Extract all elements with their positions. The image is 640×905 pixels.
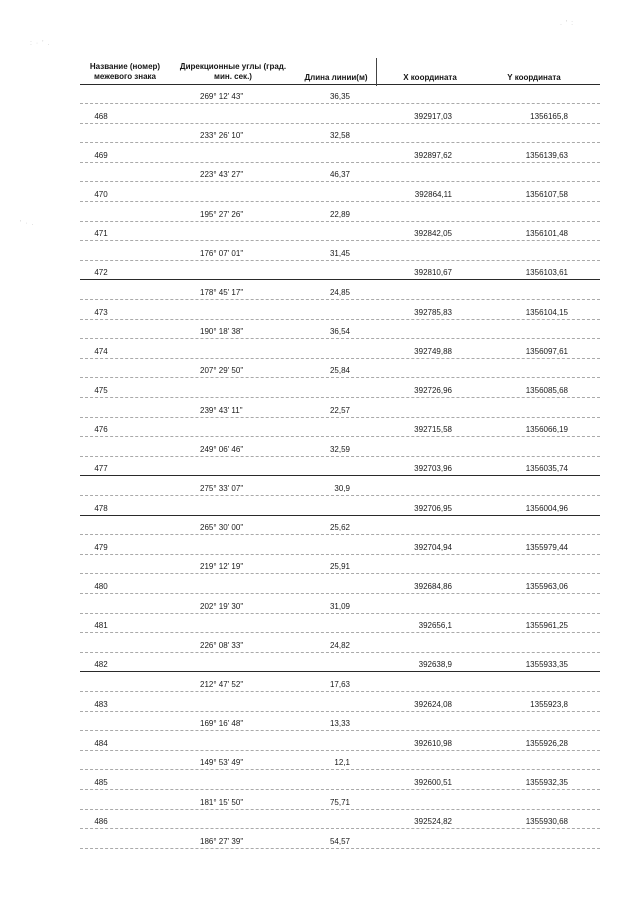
- row-rule: [80, 201, 600, 202]
- y-coordinate: 1355930,68: [525, 817, 568, 827]
- direction-angle: 176° 07' 01": [200, 248, 244, 258]
- point-name: 470: [94, 190, 108, 199]
- row-rule: [80, 456, 600, 457]
- row-rule: [80, 358, 600, 359]
- row-rule: [80, 691, 600, 692]
- line-length: 54,57: [329, 836, 350, 846]
- point-name: 479: [94, 542, 108, 552]
- direction-angle: 181° 15' 50": [200, 797, 244, 807]
- x-coordinate: 392703,96: [414, 464, 452, 474]
- x-coordinate: 392656,1: [418, 621, 452, 631]
- row-rule: [80, 593, 600, 594]
- point-name: 480: [94, 582, 108, 591]
- y-coordinate: 1356004,96: [525, 503, 568, 513]
- y-coordinate: 1355926,28: [525, 738, 568, 748]
- point-name: 483: [94, 699, 108, 709]
- header-y: Y координата: [507, 73, 561, 82]
- x-coordinate: 392749,88: [414, 346, 452, 356]
- y-coordinate: 1355923,8: [530, 699, 568, 709]
- row-rule: [80, 495, 600, 496]
- y-coordinate: 1355932,35: [525, 778, 568, 787]
- line-length: 24,82: [329, 640, 350, 650]
- line-length: 17,63: [329, 680, 350, 689]
- x-coordinate: 392715,58: [414, 425, 452, 435]
- point-name: 485: [94, 778, 108, 787]
- x-coordinate: 392726,96: [414, 386, 452, 395]
- direction-angle: 195° 27' 26": [200, 209, 244, 219]
- y-coordinate: 1356035,74: [525, 464, 568, 474]
- direction-angle: 190° 18' 38": [200, 327, 244, 337]
- y-coordinate: 1355963,06: [525, 582, 568, 591]
- direction-angle: 269° 12' 43": [200, 92, 244, 101]
- header-x: X координата: [403, 73, 457, 82]
- line-length: 13,33: [329, 719, 350, 729]
- row-rule: [80, 260, 600, 261]
- row-rule: [80, 279, 600, 280]
- row-rule: [80, 338, 600, 339]
- row-rule: [80, 221, 600, 222]
- y-coordinate: 1356139,63: [525, 150, 568, 160]
- x-coordinate: 392704,94: [414, 542, 452, 552]
- x-coordinate: 392706,95: [414, 503, 452, 513]
- row-rule: [80, 789, 600, 790]
- row-rule: [80, 417, 600, 418]
- line-length: 25,91: [329, 562, 350, 572]
- row-rule: [80, 534, 600, 535]
- header-direction: Дирекционные углы (град. мин. сек.): [179, 62, 287, 81]
- row-rule: [80, 809, 600, 810]
- direction-angle: 219° 12' 19": [200, 562, 244, 572]
- direction-angle: 149° 53' 49": [200, 758, 244, 768]
- row-rule: [80, 573, 600, 574]
- x-coordinate: 392785,83: [414, 307, 452, 317]
- row-rule: [80, 554, 600, 555]
- header-name: Название (номер) межевого знака: [89, 62, 161, 81]
- header-divider: [376, 58, 377, 86]
- scan-noise: : · ' .: [30, 40, 51, 47]
- x-coordinate: 392864,11: [414, 190, 452, 199]
- x-coordinate: 392610,98: [414, 738, 452, 748]
- y-coordinate: 1355979,44: [525, 542, 568, 552]
- point-name: 482: [94, 660, 108, 670]
- row-rule: [80, 730, 600, 731]
- row-rule: [80, 240, 600, 241]
- direction-angle: 186° 27' 39": [200, 836, 244, 846]
- point-name: 481: [94, 621, 108, 631]
- line-length: 25,84: [329, 366, 350, 376]
- point-name: 473: [94, 307, 108, 317]
- header-length: Длина линии(м): [304, 73, 368, 82]
- x-coordinate: 392897,62: [414, 150, 452, 160]
- direction-angle: 239° 43' 11": [200, 405, 243, 415]
- direction-angle: 233° 26' 10": [200, 131, 244, 141]
- x-coordinate: 392810,67: [414, 268, 452, 278]
- line-length: 32,59: [329, 444, 350, 454]
- row-rule: [80, 181, 600, 182]
- point-name: 475: [94, 386, 108, 395]
- x-coordinate: 392524,82: [414, 817, 452, 827]
- row-rule: [80, 475, 600, 476]
- line-length: 30,9: [334, 484, 350, 493]
- point-name: 472: [94, 268, 108, 278]
- x-coordinate: 392624,08: [414, 699, 452, 709]
- line-length: 46,37: [329, 170, 350, 180]
- line-length: 25,62: [329, 523, 350, 533]
- row-rule: [80, 142, 600, 143]
- line-length: 12,1: [334, 758, 350, 768]
- line-length: 24,85: [329, 288, 350, 297]
- row-rule: [80, 515, 600, 516]
- direction-angle: 178° 45' 17": [200, 288, 244, 297]
- x-coordinate: 392638,9: [418, 660, 452, 670]
- row-rule: [80, 103, 600, 104]
- row-rule: [80, 632, 600, 633]
- direction-angle: 212° 47' 52": [200, 680, 244, 689]
- y-coordinate: 1355961,25: [525, 621, 568, 631]
- row-rule: [80, 848, 600, 849]
- line-length: 32,58: [329, 131, 350, 141]
- point-name: 474: [94, 346, 108, 356]
- y-coordinate: 1356107,58: [525, 190, 568, 199]
- x-coordinate: 392600,51: [414, 778, 452, 787]
- y-coordinate: 1356101,48: [525, 229, 568, 239]
- scan-noise: . ' :: [560, 20, 575, 27]
- y-coordinate: 1356097,61: [525, 346, 568, 356]
- point-name: 468: [94, 111, 108, 121]
- x-coordinate: 392842,05: [414, 229, 452, 239]
- point-name: 471: [94, 229, 108, 239]
- row-rule: [80, 769, 600, 770]
- direction-angle: 249° 06' 46": [200, 444, 244, 454]
- line-length: 31,45: [329, 248, 350, 258]
- row-rule: [80, 397, 600, 398]
- y-coordinate: 1356165,8: [530, 111, 568, 121]
- y-coordinate: 1356104,15: [525, 307, 568, 317]
- direction-angle: 169° 16' 48": [200, 719, 244, 729]
- row-rule: [80, 123, 600, 124]
- y-coordinate: 1356085,68: [525, 386, 568, 395]
- line-length: 31,09: [329, 601, 350, 611]
- row-rule: [80, 613, 600, 614]
- direction-angle: 226° 08' 33": [200, 640, 244, 650]
- direction-angle: 207° 29' 50": [200, 366, 244, 376]
- row-rule: [80, 652, 600, 653]
- row-rule: [80, 750, 600, 751]
- row-rule: [80, 711, 600, 712]
- line-length: 22,57: [329, 405, 350, 415]
- header-rule: [80, 84, 600, 85]
- y-coordinate: 1356066,19: [525, 425, 568, 435]
- y-coordinate: 1355933,35: [525, 660, 568, 670]
- point-name: 478: [94, 503, 108, 513]
- x-coordinate: 392684,86: [414, 582, 452, 591]
- direction-angle: 275° 33' 07": [200, 484, 244, 493]
- direction-angle: 202° 19' 30": [200, 601, 244, 611]
- row-rule: [80, 162, 600, 163]
- line-length: 75,71: [329, 797, 350, 807]
- row-rule: [80, 299, 600, 300]
- point-name: 486: [94, 817, 108, 827]
- row-rule: [80, 828, 600, 829]
- line-length: 36,35: [329, 92, 350, 101]
- point-name: 469: [94, 150, 108, 160]
- row-rule: [80, 671, 600, 672]
- y-coordinate: 1356103,61: [525, 268, 568, 278]
- line-length: 22,89: [329, 209, 350, 219]
- point-name: 476: [94, 425, 108, 435]
- x-coordinate: 392917,03: [414, 111, 452, 121]
- point-name: 477: [94, 464, 108, 474]
- row-rule: [80, 377, 600, 378]
- point-name: 484: [94, 738, 108, 748]
- scan-noise: ' · .: [20, 220, 35, 227]
- row-rule: [80, 436, 600, 437]
- row-rule: [80, 319, 600, 320]
- direction-angle: 265° 30' 00": [200, 523, 244, 533]
- line-length: 36,54: [329, 327, 350, 337]
- direction-angle: 223° 43' 27": [200, 170, 244, 180]
